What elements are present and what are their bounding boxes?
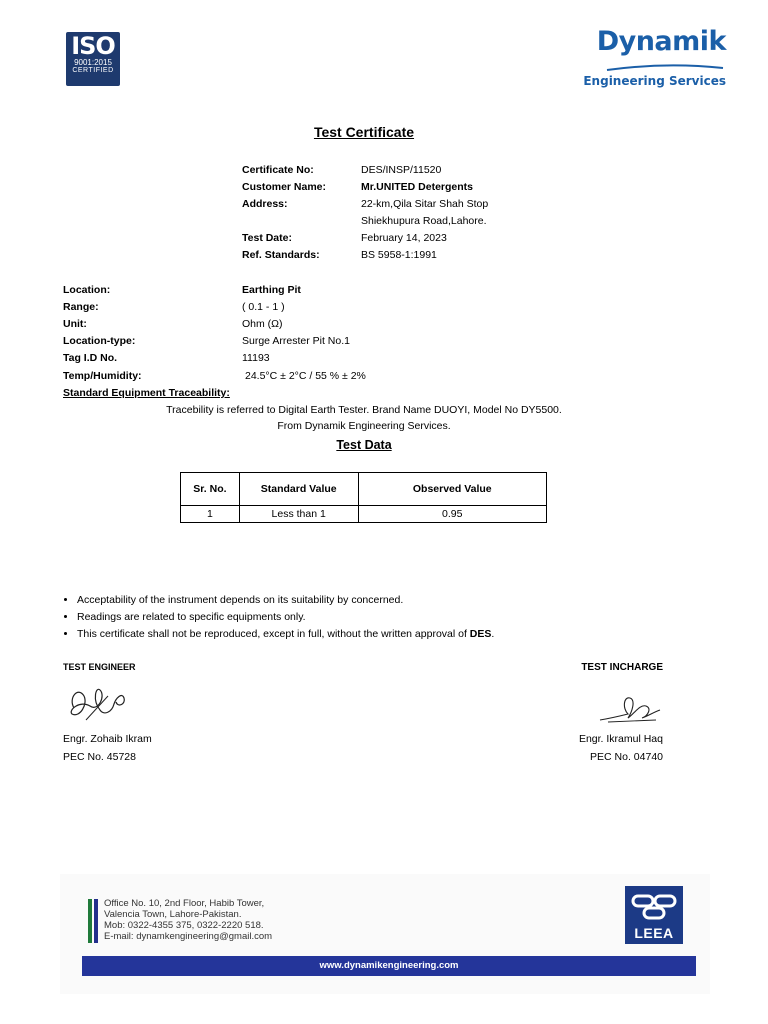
logo-swoosh-icon (605, 64, 725, 72)
note-bold-des: DES (469, 628, 492, 640)
test-engineer-title: TEST ENGINEER (63, 662, 136, 672)
address-label: Address: (242, 198, 288, 210)
chain-icon (631, 892, 677, 922)
ref-standards-value: BS 5958-1:1991 (361, 249, 437, 261)
customer-value: Mr.UNITED Detergents (361, 181, 474, 193)
temp-humidity-label: Temp/Humidity: (63, 370, 142, 382)
notes-list (63, 592, 494, 643)
range-value: ( 0.1 - 1 ) (242, 301, 285, 313)
iso-badge (66, 32, 120, 86)
incharge-pec: PEC No. 04740 (590, 751, 663, 763)
location-label: Location: (63, 284, 111, 296)
address-line2: Shiekhupura Road,Lahore. (361, 215, 487, 227)
list-item (77, 626, 494, 643)
footer-address (104, 898, 272, 942)
cell-observed: 0.95 (358, 506, 546, 523)
unit-value: Ohm (Ω) (242, 318, 283, 330)
note-period: . (491, 628, 495, 640)
test-date-value: February 14, 2023 (361, 232, 447, 244)
incharge-signature-icon (598, 690, 662, 726)
footer-address-line1: Office No. 10, 2nd Floor, Habib Tower, (104, 898, 265, 909)
page-title: Test Certificate (313, 124, 415, 140)
engineer-pec: PEC No. 45728 (63, 751, 136, 763)
iso-text: ISO (71, 32, 115, 60)
table-header-row (181, 473, 547, 506)
iso-standard: 9001:2015 (74, 58, 112, 67)
cell-sr: 1 (181, 506, 240, 523)
engineer-name: Engr. Zohaib Ikram (63, 733, 152, 745)
list-item (77, 592, 494, 609)
test-date-label: Test Date: (242, 232, 292, 244)
iso-certified: CERTIFIED (72, 67, 114, 74)
note-text: Acceptability of the instrument depends on its suitability by concerned. (77, 594, 404, 606)
table-row (181, 506, 547, 523)
footer-address-line4: E-mail: dynamkengineering@gmail.com (104, 931, 273, 942)
address-line1: 22-km,Qila Sitar Shah Stop (361, 198, 489, 210)
traceability-label: Standard Equipment Traceability: (63, 387, 230, 399)
footer-address-line2: Valencia Town, Lahore-Pakistan. (104, 909, 242, 920)
test-incharge-title: TEST INCHARGE (581, 662, 663, 673)
test-data-table (180, 472, 547, 523)
location-type-label: Location-type: (63, 335, 136, 347)
col-header-standard: Standard Value (239, 473, 358, 506)
cert-no-label: Certificate No: (242, 164, 314, 176)
traceability-line1: Tracebility is referred to Digital Earth Tester. Brand Name DUOYI, Model No DY5500. (166, 404, 562, 416)
list-item (77, 609, 494, 626)
company-subtitle: Engineering Services (583, 74, 726, 88)
range-label: Range: (63, 301, 99, 313)
note-text: This certificate shall not be reproduced, except in full, without the written approval of (77, 628, 470, 640)
tag-id-value: 11193 (242, 352, 270, 364)
traceability-line2: From Dynamik Engineering Services. (277, 420, 451, 432)
customer-label: Customer Name: (242, 181, 327, 193)
incharge-name: Engr. Ikramul Haq (578, 733, 663, 745)
tag-id-label: Tag I.D No. (63, 352, 118, 364)
leea-logo (625, 886, 683, 944)
location-type-value: Surge Arrester Pit No.1 (242, 335, 350, 347)
location-value: Earthing Pit (242, 284, 301, 296)
engineer-signature-icon (66, 682, 128, 724)
test-data-heading: Test Data (336, 438, 392, 452)
cert-no-value: DES/INSP/11520 (361, 164, 442, 176)
company-logo: Dynamik (596, 26, 726, 57)
unit-label: Unit: (63, 318, 87, 330)
col-header-observed: Observed Value (358, 473, 546, 506)
footer-address-line3: Mob: 0322-4355 375, 0322-2220 518. (104, 920, 264, 931)
footer-website-bar: www.dynamikengineering.com (82, 956, 696, 976)
col-header-sr: Sr. No. (181, 473, 240, 506)
cell-standard: Less than 1 (239, 506, 358, 523)
note-text: Readings are related to specific equipments only. (77, 611, 306, 623)
leea-text: LEEA (634, 925, 674, 941)
ref-standards-label: Ref. Standards: (242, 249, 320, 261)
temp-humidity-value: 24.5°C ± 2°C / 55 % ± 2% (245, 370, 366, 382)
